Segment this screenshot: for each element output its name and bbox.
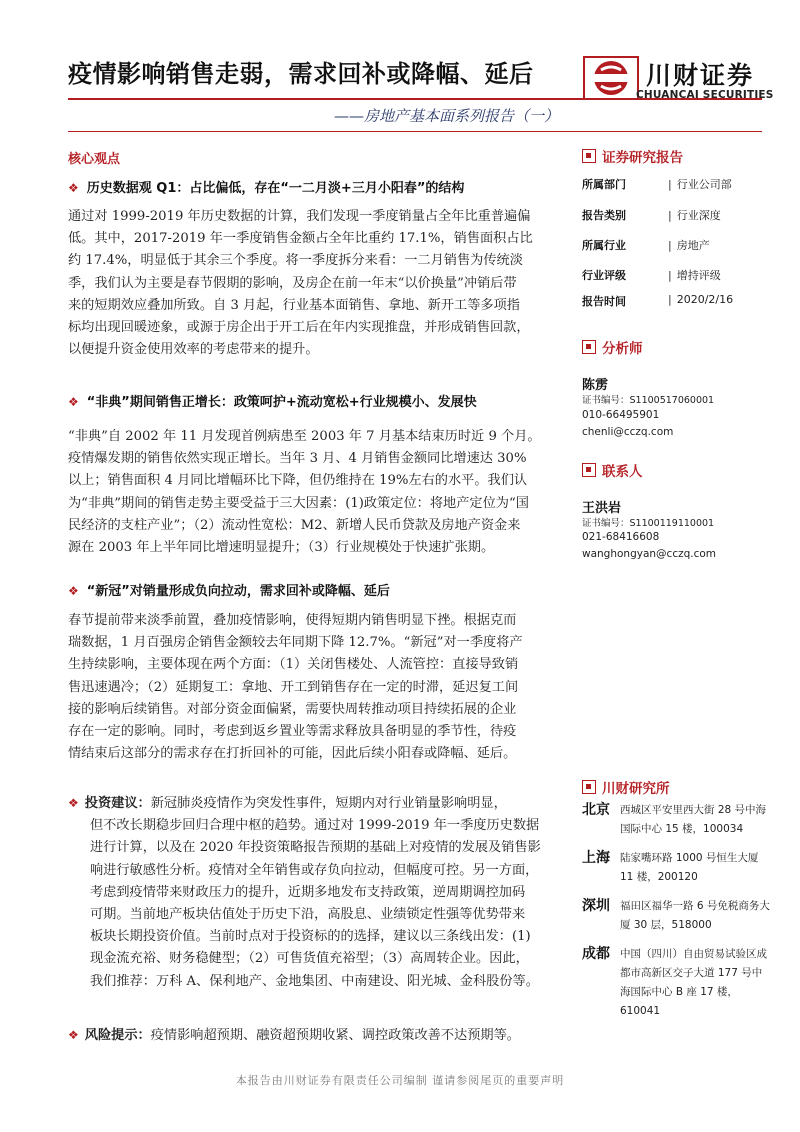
section-heading-covid: ❖ “新冠”对销量形成负向拉动，需求回补或降幅、延后 xyxy=(68,584,390,599)
brand-name-cn: 川财证券 xyxy=(646,61,755,90)
text-line: 但不改长期稳步回归合理中枢的趋势。通过对 1999-2019 年一季度历史数据 xyxy=(90,818,540,834)
text-line: 以便提升资金使用效率的考虑带来的提升。 xyxy=(68,342,319,358)
text-line: 瑞数据，1 月百强房企销售金额较去年同期下降 12.7%。“新冠”对一季度将产 xyxy=(68,635,523,651)
text-line: 售迅速遇冷；（2）延期复工：拿地、开工到销售存在一定的时滞，延迟复工间 xyxy=(68,679,519,695)
text-line: 情结束后这部分的需求存在打折回补的可能，因此后续小阳春或降幅、延后。 xyxy=(68,746,517,762)
text-line: 可期。当前地产板块估值处于历史下沿，高股息、业绩锁定性强等优势带来 xyxy=(90,907,526,923)
text-line: 标均出现回暖迹象，或源于房企出于开工后在年内实现推盘，并形成销售回款， xyxy=(68,320,530,336)
chuancai-logo-icon xyxy=(583,56,639,100)
text-line: 我们推荐：万科 A、保利地产、金地集团、中南建设、阳光城、金科股份等。 xyxy=(90,973,539,989)
text-line: 来的短期效应叠加所致。自 3 月起，行业基本面销售、拿地、新开工等多项指 xyxy=(68,297,520,313)
report-header xyxy=(0,0,800,140)
analyst-phone: 010-66495901 xyxy=(582,409,660,421)
info-row-date: 报告时间 | 2020/2/16 xyxy=(582,293,772,309)
diamond-bullet-icon: ❖ xyxy=(68,1028,79,1042)
text-line: 季，我们认为主要是春节假期的影响，及房企在前一年末“以价换量”冲销后带 xyxy=(68,275,517,291)
core-views-title: 核心观点 xyxy=(68,152,121,167)
brand-name-en: CHUANCAI SECURITIES xyxy=(636,89,774,101)
text-line: 约 17.4%，明显低于其余三个季度。将一季度拆分来看：一二月销售为传统淡 xyxy=(68,253,523,269)
risk-lead: 风险提示： xyxy=(84,1028,151,1043)
analyst-email[interactable]: chenli@cczq.com xyxy=(582,426,674,438)
text-line: 疫情爆发期的销售依然实现正增长。当年 3 月、4 月销售金额同比增速达 30% xyxy=(68,451,527,467)
text-line: 源在 2003 年上半年同比增速明显提升；（3）行业规模处于快速扩张期。 xyxy=(68,540,495,556)
info-row-rating: 行业评级 | 增持评级 xyxy=(582,267,772,283)
text-line: “非典”自 2002 年 11 月发现首例病患至 2003 年 7 月基本结束历时近 9 个月。 xyxy=(68,429,541,444)
text-line: 春节提前带来淡季前置，叠加疫情影响，使得短期内销售明显下挫。根据克而 xyxy=(68,613,517,628)
investment-first-line: ❖ 投资建议：新冠肺炎疫情作为突发性事件，短期内对行业销量影响明显， xyxy=(68,796,507,811)
section-body-sars xyxy=(68,426,570,559)
header-divider-bottom xyxy=(68,131,762,132)
info-row-category: 报告类别 | 行业深度 xyxy=(582,207,772,223)
diamond-bullet-icon: ❖ xyxy=(68,584,79,598)
institute-heading: 川财研究所 xyxy=(582,777,670,797)
risk-warning xyxy=(68,1024,570,1047)
text-line: 存在一定的影响。同时，考虑到返乡置业等需求释放具备明显的季节性，待疫 xyxy=(68,724,517,740)
text-line: 以上；销售面积 4 月同比增幅环比下降，但仍维持在 19%左右的水平。我们认 xyxy=(68,473,528,489)
text-line: 民经济的支柱产业”；（2）流动性宽松：M2、新增人民币贷款及房地产资金来 xyxy=(68,517,521,533)
text-line: 为“非典”期间的销售走势主要受益于三大因素：(1)政策定位：将地产定位为“国 xyxy=(68,495,529,511)
contact-cert: 证书编号：S1100119110001 xyxy=(582,518,715,529)
section-body-history xyxy=(68,206,570,361)
square-bullet-icon xyxy=(582,340,596,354)
contact-email[interactable]: wanghongyan@cczq.com xyxy=(582,548,717,560)
investment-lead: 投资建议： xyxy=(84,796,151,811)
text-line: 考虑到疫情带来财政压力的提升，近期多地发布支持政策，逆周期调控加码 xyxy=(90,884,526,900)
contact-phone: 021-68416608 xyxy=(582,531,660,543)
square-bullet-icon xyxy=(582,780,596,794)
analyst-cert: 证书编号：S1100517060001 xyxy=(582,395,715,406)
text-line: 现金流充裕、财务稳健型；（2）可售货值充裕型；（3）高周转企业。因此， xyxy=(90,951,529,967)
report-info-heading: 证券研究报告 xyxy=(582,146,683,166)
info-row-department: 所属部门 | 行业公司部 xyxy=(582,176,772,192)
analyst-name: 陈雳 xyxy=(582,378,609,393)
risk-text: 疫情影响超预期、融资超预期收紧、调控政策改善不达预期等。 xyxy=(150,1028,520,1043)
page-footer: 本报告由川财证券有限责任公司编制 谨请参阅尾页的重要声明 xyxy=(235,1074,565,1087)
diamond-bullet-icon: ❖ xyxy=(68,796,79,810)
section-body-covid xyxy=(68,610,570,765)
text-line: 生持续影响，主要体现在两个方面：（1）关闭售楼处、人流管控：直接导致销 xyxy=(68,657,519,673)
text-line: 板块长期投资价值。当前时点对于投资标的的选择，建议以三条线出发：(1) xyxy=(90,929,531,945)
square-bullet-icon xyxy=(582,463,596,477)
analyst-heading: 分析师 xyxy=(582,337,643,357)
investment-advice xyxy=(68,792,570,993)
text-line: 响进行敏感性分析。疫情对全年销售或存负向拉动，但幅度可控。另一方面， xyxy=(90,862,539,878)
report-subtitle: ——房地产基本面系列报告（一） xyxy=(334,107,560,125)
info-row-industry: 所属行业 | 房地产 xyxy=(582,237,772,253)
text-line: 低。其中，2017-2019 年一季度销售金额占全年比重约 17.1%，销售面积占比 xyxy=(68,231,533,247)
diamond-bullet-icon: ❖ xyxy=(68,181,79,195)
contact-heading: 联系人 xyxy=(582,460,643,480)
text-line: 通过对 1999-2019 年历史数据的计算，我们发现一季度销量占全年比重普遍偏 xyxy=(68,209,531,224)
report-title: 疫情影响销售走弱，需求回补或降幅、延后 xyxy=(68,59,534,88)
diamond-bullet-icon: ❖ xyxy=(68,395,79,409)
text-line: 接的影响后续销售。对部分资金面偏紧，需要快周转推动项目持续拓展的企业 xyxy=(68,701,517,717)
section-heading-sars: ❖ “非典”期间销售正增长：政策呵护+流动宽松+行业规模小、发展快 xyxy=(68,395,477,410)
section-heading-history: ❖ 历史数据观 Q1：占比偏低，存在“一二月淡+三月小阳春”的结构 xyxy=(68,181,465,196)
contact-name: 王洪岩 xyxy=(582,501,622,516)
text-line: 进行计算，以及在 2020 年投资策略报告预期的基础上对疫情的发展及销售影 xyxy=(90,840,541,856)
square-bullet-icon xyxy=(582,149,596,163)
